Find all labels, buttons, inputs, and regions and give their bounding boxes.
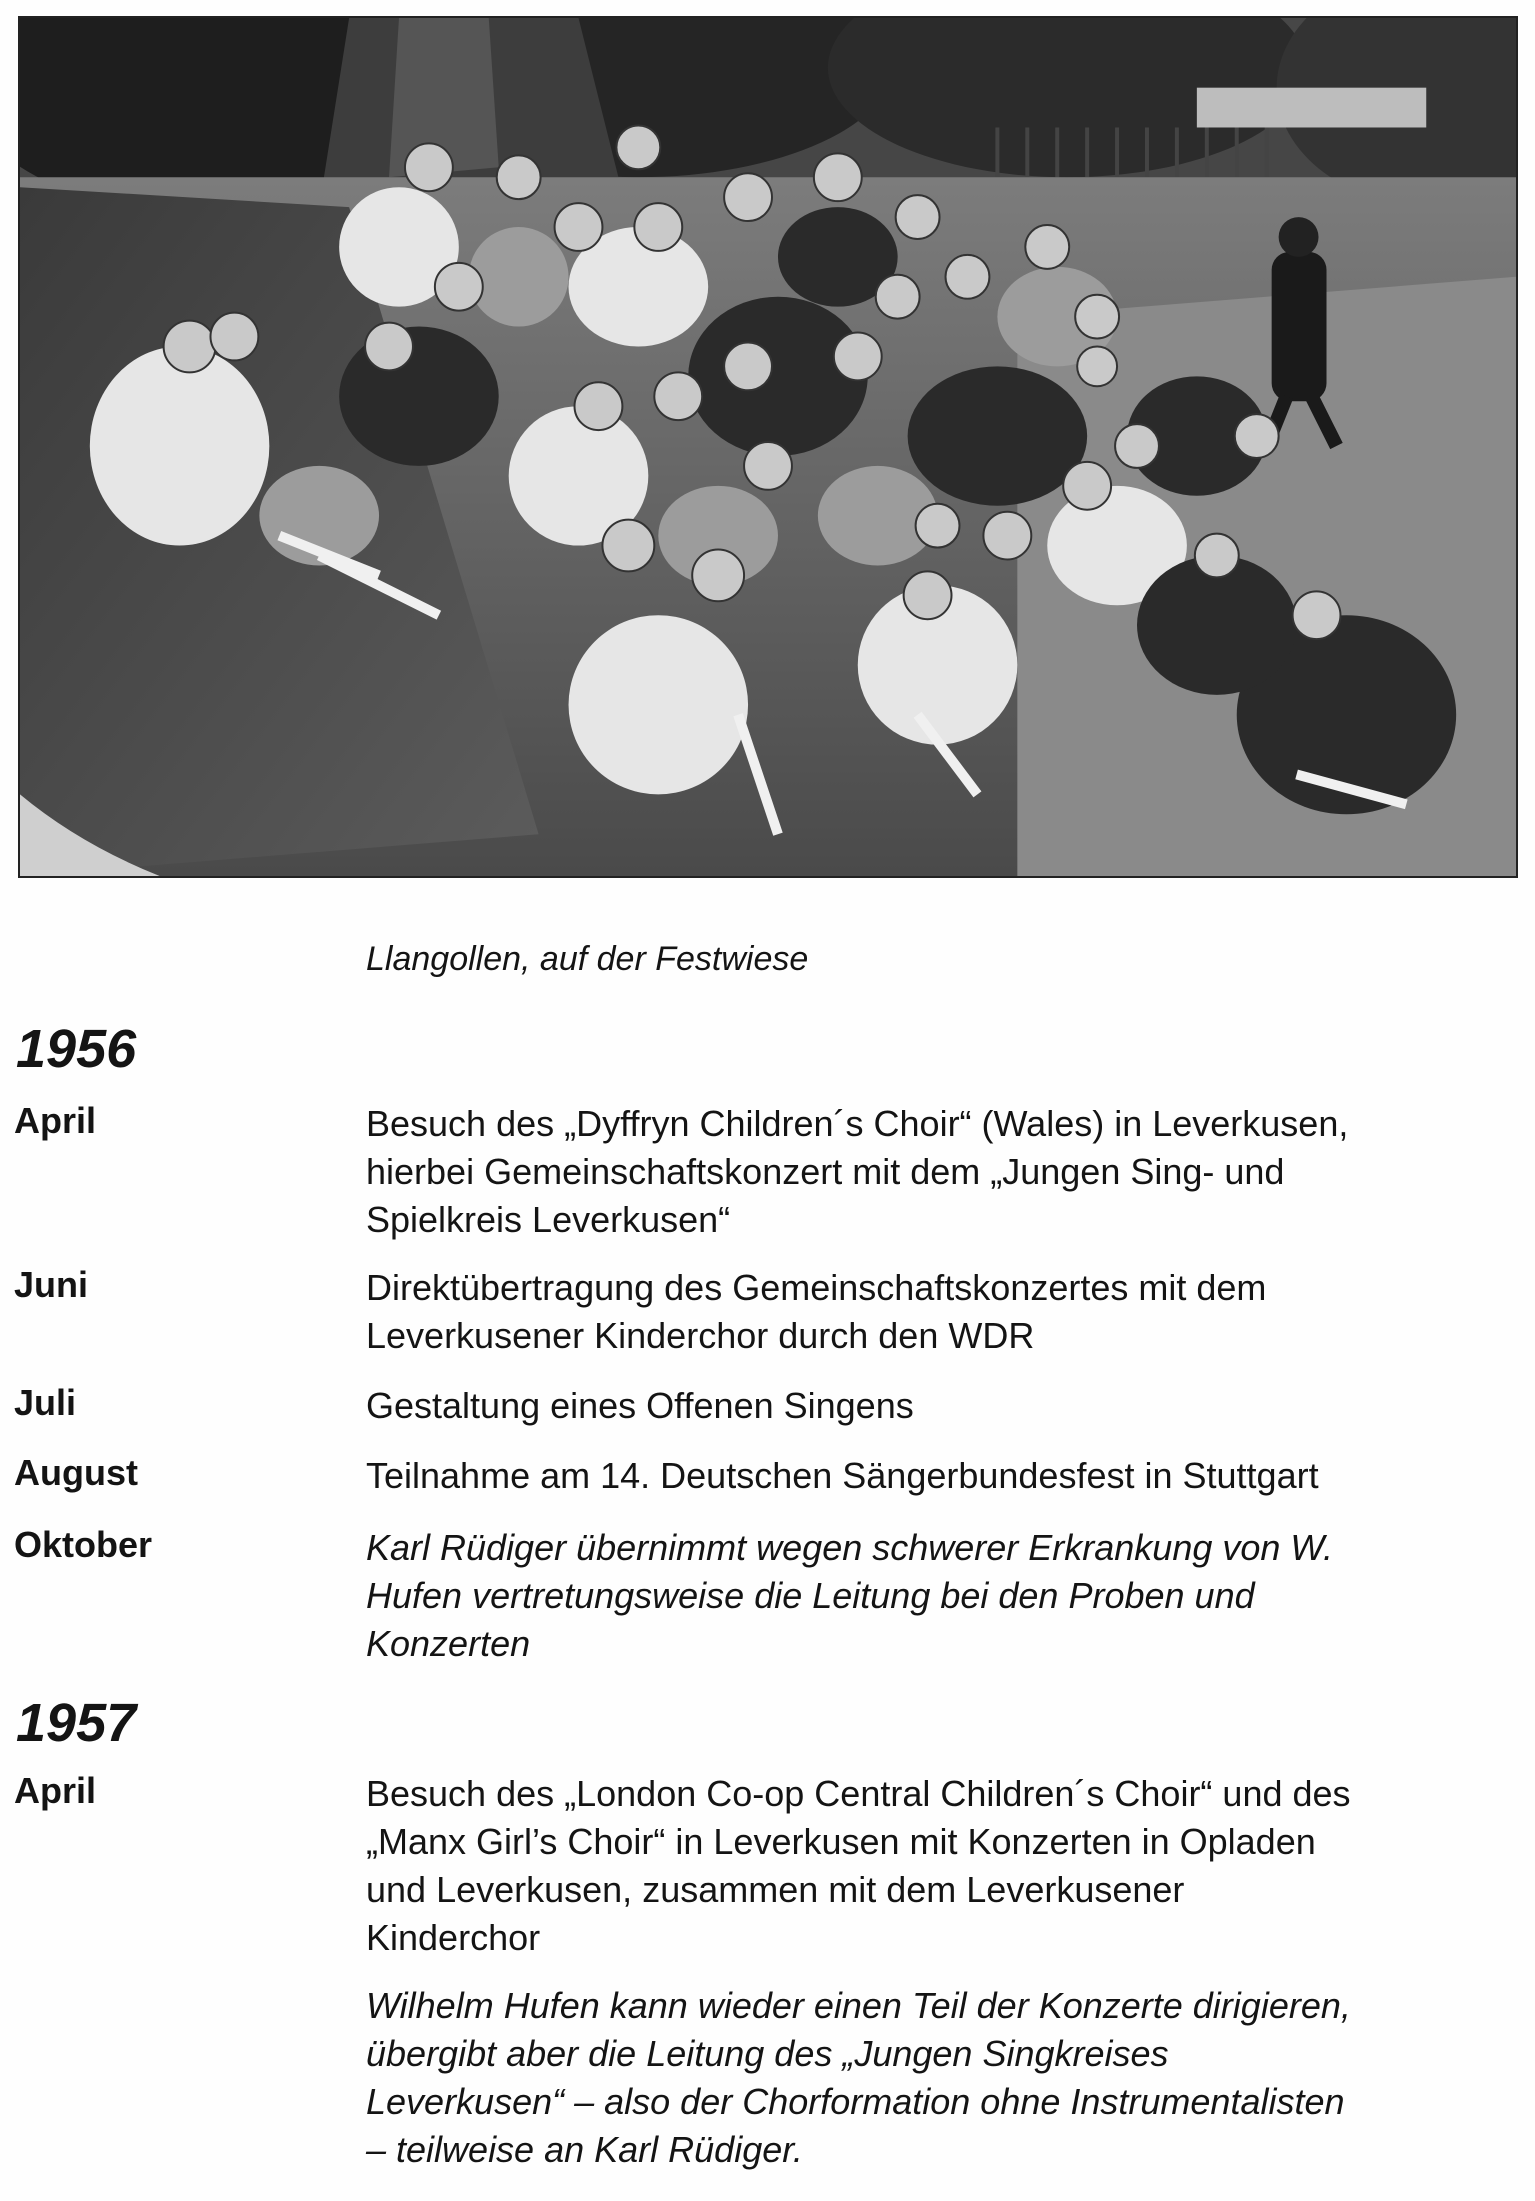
entry-line: Teilnahme am 14. Deutschen Sängerbundesfest in Stuttgart — [366, 1455, 1319, 1496]
year-heading-1957: 1957 — [16, 1693, 137, 1753]
entry-line: „Manx Girl’s Choir“ in Leverkusen mit Konzerten in Opladen — [366, 1821, 1316, 1862]
entry-line: Besuch des „Dyffryn Children´s Choir“ (Wales) in Leverkusen, — [366, 1103, 1349, 1144]
entry-line: Leverkusener Kinderchor durch den WDR — [366, 1315, 1035, 1356]
entry-description — [366, 1264, 1516, 1360]
entry-line: übergibt aber die Leitung des „Jungen Singkreises — [366, 2033, 1169, 2074]
entry-description — [366, 1524, 1516, 1668]
entry-line: Kinderchor — [366, 1917, 541, 1958]
entry-month: April — [14, 1770, 97, 1811]
entry-month: April — [14, 1100, 97, 1141]
entry-line: Wilhelm Hufen kann wieder einen Teil der Konzerte dirigieren, — [366, 1985, 1351, 2026]
entry-line: Karl Rüdiger übernimmt wegen schwerer Erkrankung von W. — [366, 1527, 1334, 1568]
entry-description — [366, 1452, 1516, 1500]
entry-line: Besuch des „London Co-op Central Children´s Choir“ und des — [366, 1773, 1351, 1814]
entry-line: Konzerten — [366, 1623, 531, 1664]
entry-month: Juni — [14, 1264, 89, 1305]
entry-description — [366, 1382, 1516, 1430]
entry-line: und Leverkusen, zusammen mit dem Leverkusener — [366, 1869, 1185, 1910]
entry-line: Hufen vertretungsweise die Leitung bei den Proben und — [366, 1575, 1255, 1616]
entry-month: August — [14, 1452, 138, 1493]
entry-line: Spielkreis Leverkusen“ — [366, 1199, 731, 1240]
year-heading-1956: 1956 — [16, 1019, 137, 1079]
entry-description — [366, 1770, 1516, 1962]
entry-line: – teilweise an Karl Rüdiger. — [366, 2129, 803, 2170]
group-photo — [18, 16, 1518, 878]
photo-caption: Llangollen, auf der Festwiese — [366, 940, 809, 978]
entry-month: Juli — [14, 1382, 77, 1423]
entry-description — [366, 1100, 1516, 1244]
entry-line: Direktübertragung des Gemeinschaftskonzertes mit dem — [366, 1267, 1267, 1308]
entry-description — [366, 1982, 1516, 2174]
group-photo-illustration — [20, 18, 1516, 876]
entry-line: Gestaltung eines Offenen Singens — [366, 1385, 914, 1426]
entry-line: hierbei Gemeinschaftskonzert mit dem „Jungen Sing- und — [366, 1151, 1285, 1192]
entry-month: Oktober — [14, 1524, 153, 1565]
entry-line: Leverkusen“ – also der Chorformation ohne Instrumentalisten — [366, 2081, 1345, 2122]
